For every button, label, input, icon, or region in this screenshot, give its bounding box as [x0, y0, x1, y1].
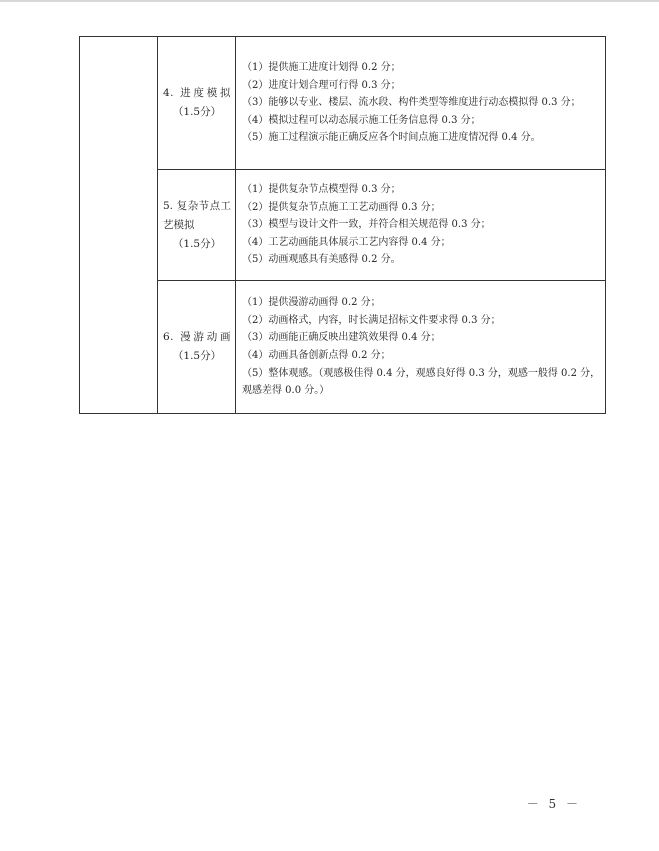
criterion-name-cell — [158, 281, 236, 414]
table-row — [80, 170, 606, 281]
criterion-item: （1）提供漫游动画得 0.2 分； — [242, 297, 381, 309]
criterion-item: （4）动画具备创新点得 0.2 分； — [242, 350, 391, 361]
criterion-item: （5）整体观感。（观感极佳得 0.4 分，观感良好得 0.3 分，观感一般得 0.2 分，观感差得 0.0 分。） — [242, 367, 601, 397]
criterion-item: （5）施工过程演示能正确反应各个时间点施工进度情况得 0.4 分。 — [242, 132, 541, 144]
criterion-item: （1）提供施工进度计划得 0.2 分； — [242, 62, 401, 74]
criterion-item: （2）进度计划合理可行得 0.3 分； — [242, 79, 401, 91]
criterion-score: （1.5分） — [172, 350, 222, 362]
criterion-name-cell — [158, 37, 236, 170]
criterion-item: （2）提供复杂节点施工工艺动画得 0.3 分； — [242, 201, 441, 213]
criterion-name: 4. 进度模拟 — [163, 87, 231, 99]
criterion-item: （3）动画能正确反映出建筑效果得 0.4 分； — [242, 332, 441, 344]
criterion-item: （1）提供复杂节点模型得 0.3 分； — [242, 184, 401, 196]
criterion-score: （1.5分） — [172, 237, 222, 250]
table-row — [80, 281, 606, 414]
page-number: － 5 － — [526, 797, 581, 811]
criterion-score: （1.5分） — [172, 106, 222, 118]
criterion-details — [236, 281, 606, 414]
criterion-item: （3）模型与设计文件一致，并符合相关规范得 0.3 分； — [242, 219, 491, 231]
criterion-item: （4）模拟过程可以动态展示施工任务信息得 0.3 分； — [242, 114, 481, 126]
criterion-item: （5）动画观感具有美感得 0.2 分。 — [242, 254, 401, 266]
scoring-table — [79, 36, 606, 414]
criterion-item: （4）工艺动画能具体展示工艺内容得 0.4 分； — [242, 236, 451, 248]
criterion-name: 5. 复杂节点工艺模拟 — [163, 199, 231, 231]
category-cell — [80, 37, 158, 414]
criterion-name-cell — [158, 170, 236, 281]
criterion-name: 6. 漫游动画 — [163, 331, 231, 343]
criterion-item: （2）动画格式，内容，时长满足招标文件要求得 0.3 分； — [242, 314, 501, 326]
top-rule — [0, 0, 659, 2]
table-row — [80, 37, 606, 170]
criterion-details — [236, 170, 606, 281]
criterion-details — [236, 37, 606, 170]
criterion-item: （3）能够以专业、楼层、流水段、构件类型等维度进行动态模拟得 0.3 分； — [242, 97, 581, 109]
